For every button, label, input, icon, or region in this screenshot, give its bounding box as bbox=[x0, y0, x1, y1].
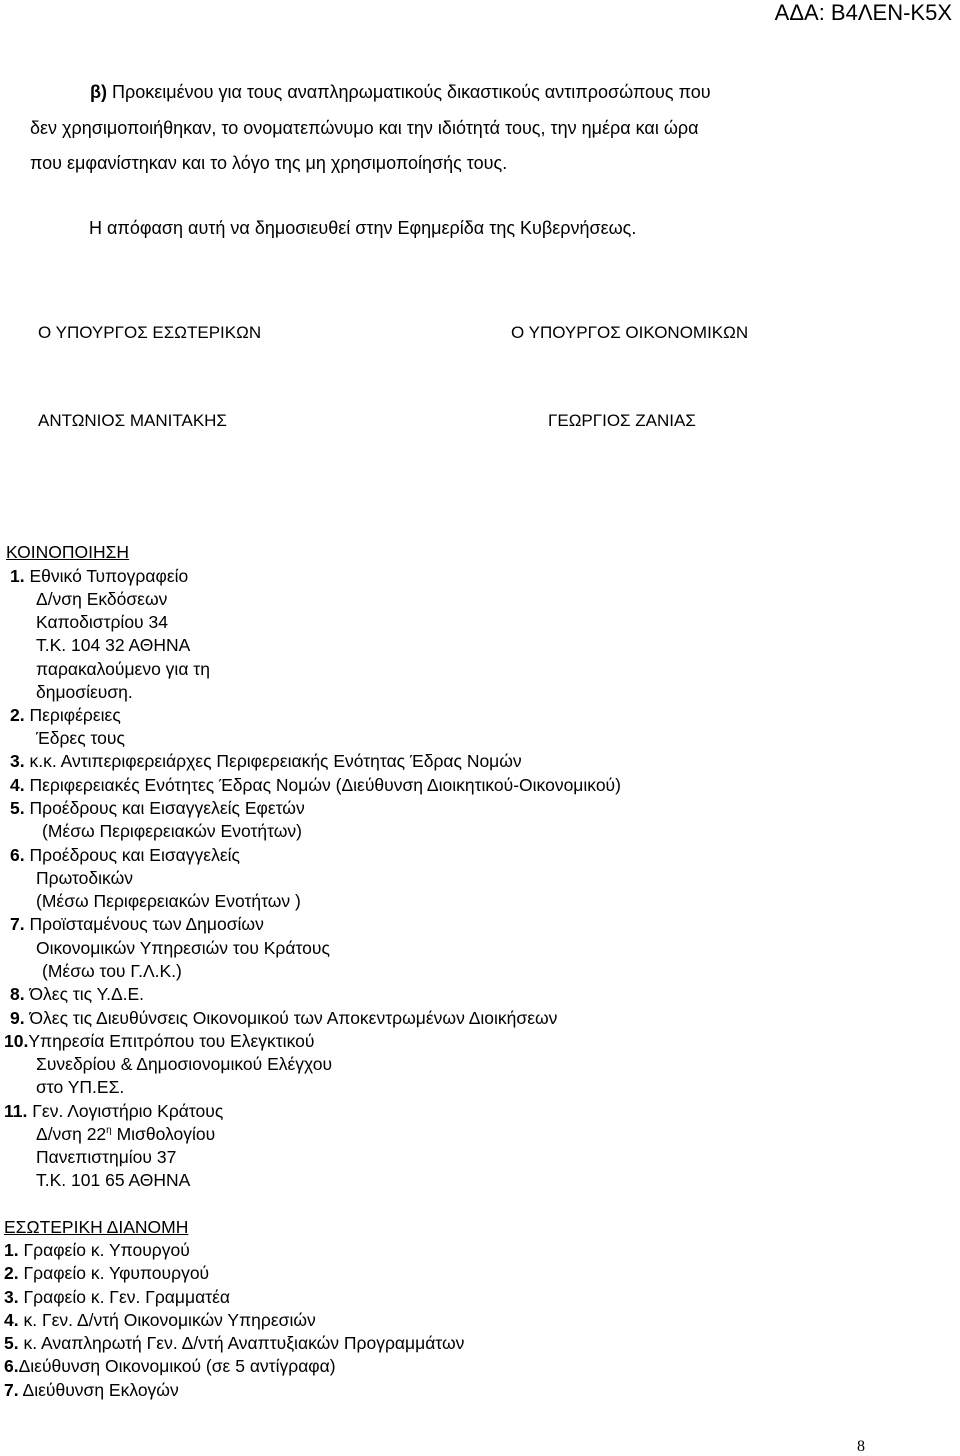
item-number: 5. bbox=[10, 798, 25, 818]
item-text: Προέδρους και Εισαγγελείς Εφετών bbox=[29, 798, 305, 818]
internal-item-2 bbox=[4, 1263, 209, 1284]
notification-item-10 bbox=[4, 1031, 314, 1052]
item-number: 7. bbox=[4, 1380, 19, 1400]
item-number: 3. bbox=[4, 1287, 19, 1307]
signature-right-title: Ο ΥΠΟΥΡΓΟΣ ΟΙΚΟΝΟΜΙΚΩΝ bbox=[511, 323, 749, 342]
notification-item-11 bbox=[4, 1101, 223, 1122]
notification-item-2 bbox=[10, 705, 121, 726]
notification-item-10-line: στο ΥΠ.ΕΣ. bbox=[36, 1077, 125, 1097]
item-text: κ. Αναπληρωτή Γεν. Δ/ντή Αναπτυξιακών Προγραμμάτων bbox=[23, 1333, 465, 1353]
notification-item-1 bbox=[10, 566, 188, 587]
item-number: 2. bbox=[10, 705, 25, 725]
publication-sentence: Η απόφαση αυτή να δημοσιευθεί στην Εφημερίδα της Κυβερνήσεως. bbox=[89, 218, 637, 238]
notification-item-1-line: Δ/νση Εκδόσεων bbox=[36, 589, 168, 609]
para-b-line1 bbox=[90, 83, 711, 101]
item-number: 2. bbox=[4, 1263, 19, 1283]
notification-item-6-line: (Μέσω Περιφερειακών Ενοτήτων ) bbox=[36, 891, 301, 911]
internal-item-7 bbox=[4, 1380, 179, 1401]
notification-item-2-line: Έδρες τους bbox=[36, 728, 125, 748]
notification-item-1-line: Τ.Κ. 104 32 ΑΘΗΝΑ bbox=[36, 635, 191, 655]
item-text: Προϊσταμένους των Δημοσίων bbox=[29, 914, 264, 934]
item-number: 6. bbox=[4, 1356, 19, 1376]
dept-prefix: Δ/νση 22 bbox=[36, 1124, 107, 1144]
notification-item-5-line: (Μέσω Περιφερειακών Ενοτήτων) bbox=[42, 821, 302, 841]
item-text: Όλες τις Υ.Δ.Ε. bbox=[29, 984, 145, 1004]
item-number: 1. bbox=[10, 566, 25, 586]
notification-item-7-line: (Μέσω του Γ.Λ.Κ.) bbox=[42, 961, 182, 981]
item-text: Γραφείο κ. Υφυπουργού bbox=[23, 1263, 210, 1283]
notification-item-11-line: Τ.Κ. 101 65 ΑΘΗΝΑ bbox=[36, 1170, 191, 1190]
item-number: 4. bbox=[10, 775, 25, 795]
item-text: Γραφείο κ. Γεν. Γραμματέα bbox=[23, 1287, 231, 1307]
notification-item-1-line: Καποδιστρίου 34 bbox=[36, 612, 168, 632]
item-number: 7. bbox=[10, 914, 25, 934]
signature-left-name: ΑΝΤΩΝΙΟΣ ΜΑΝΙΤΑΚΗΣ bbox=[38, 411, 227, 430]
page-number: 8 bbox=[857, 1438, 865, 1455]
signature-left-title: Ο ΥΠΟΥΡΓΟΣ ΕΣΩΤΕΡΙΚΩΝ bbox=[38, 323, 262, 342]
notification-item-3 bbox=[10, 751, 522, 772]
internal-item-1 bbox=[4, 1240, 190, 1261]
item-text: Διεύθυνση Εκλογών bbox=[22, 1380, 179, 1400]
para-b-text-1: Προκειμένου για τους αναπληρωματικούς δικαστικούς αντιπροσώπους που bbox=[112, 82, 711, 102]
item-number: 9. bbox=[10, 1008, 25, 1028]
notification-item-6 bbox=[10, 845, 240, 866]
item-number: 4. bbox=[4, 1310, 19, 1330]
notification-item-11-line: Πανεπιστημίου 37 bbox=[36, 1147, 177, 1167]
item-text: κ.κ. Αντιπεριφερειάρχες Περιφερειακής Ενότητας Έδρας Νομών bbox=[29, 751, 522, 771]
internal-item-6 bbox=[4, 1356, 336, 1377]
internal-item-4 bbox=[4, 1310, 316, 1331]
notification-item-1-line: παρακαλούμενο για τη bbox=[36, 659, 210, 679]
item-number: 3. bbox=[10, 751, 25, 771]
item-text: Γραφείο κ. Υπουργού bbox=[23, 1240, 190, 1260]
notification-item-1-line: δημοσίευση. bbox=[36, 682, 133, 702]
notification-item-11-line bbox=[36, 1124, 215, 1145]
item-text: Περιφερειακές Ενότητες Έδρας Νομών (Διεύθυνση Διοικητικού-Οικονομικού) bbox=[29, 775, 621, 795]
ordinal-superscript: η bbox=[106, 1125, 112, 1136]
item-text: Όλες τις Διευθύνσεις Οικονομικού των Αποκεντρωμένων Διοικήσεων bbox=[29, 1008, 558, 1028]
internal-distribution-heading: ΕΣΩΤΕΡΙΚΗ ΔΙΑΝΟΜΗ bbox=[4, 1217, 189, 1237]
item-text: Εθνικό Τυπογραφείο bbox=[29, 566, 189, 586]
para-b-line2: δεν χρησιμοποιήθηκαν, το ονοματεπώνυμο και την ιδιότητά τους, την ημέρα και ώρα bbox=[30, 118, 699, 138]
item-text: κ. Γεν. Δ/ντή Οικονομικών Υπηρεσιών bbox=[23, 1310, 316, 1330]
dept-suffix: Μισθολογίου bbox=[111, 1124, 216, 1144]
notification-item-5 bbox=[10, 798, 305, 819]
item-number: 8. bbox=[10, 984, 25, 1004]
ada-code: ΑΔΑ: Β4ΛΕΝ-Κ5Χ bbox=[774, 0, 952, 25]
notification-item-6-line: Πρωτοδικών bbox=[36, 868, 133, 888]
item-number: 6. bbox=[10, 845, 25, 865]
item-number: 11. bbox=[4, 1101, 28, 1121]
para-b-marker: β) bbox=[90, 82, 107, 102]
signature-right-name: ΓΕΩΡΓΙΟΣ ΖΑΝΙΑΣ bbox=[548, 411, 696, 430]
notification-item-4 bbox=[10, 775, 621, 796]
notification-item-10-line: Συνεδρίου & Δημοσιονομικού Ελέγχου bbox=[36, 1054, 333, 1074]
internal-item-5 bbox=[4, 1333, 464, 1354]
item-text: Υπηρεσία Επιτρόπου του Ελεγκτικού bbox=[28, 1031, 315, 1051]
internal-item-3 bbox=[4, 1287, 230, 1308]
notification-item-9 bbox=[10, 1008, 557, 1029]
item-text: Γεν. Λογιστήριο Κράτους bbox=[32, 1101, 224, 1121]
notification-item-7 bbox=[10, 914, 264, 935]
para-b-line3: που εμφανίστηκαν και το λόγο της μη χρησιμοποίησής τους. bbox=[30, 153, 508, 173]
notification-item-7-line: Οικονομικών Υπηρεσιών του Κράτους bbox=[36, 938, 330, 958]
notification-heading: ΚΟΙΝΟΠΟΙΗΣΗ bbox=[6, 542, 130, 562]
notification-item-8 bbox=[10, 984, 144, 1005]
item-number: 5. bbox=[4, 1333, 19, 1353]
item-text: Διεύθυνση Οικονομικού (σε 5 αντίγραφα) bbox=[18, 1356, 336, 1376]
item-number: 1. bbox=[4, 1240, 19, 1260]
item-text: Περιφέρειες bbox=[29, 705, 121, 725]
item-number: 10. bbox=[4, 1031, 29, 1051]
item-text: Προέδρους και Εισαγγελείς bbox=[29, 845, 240, 865]
